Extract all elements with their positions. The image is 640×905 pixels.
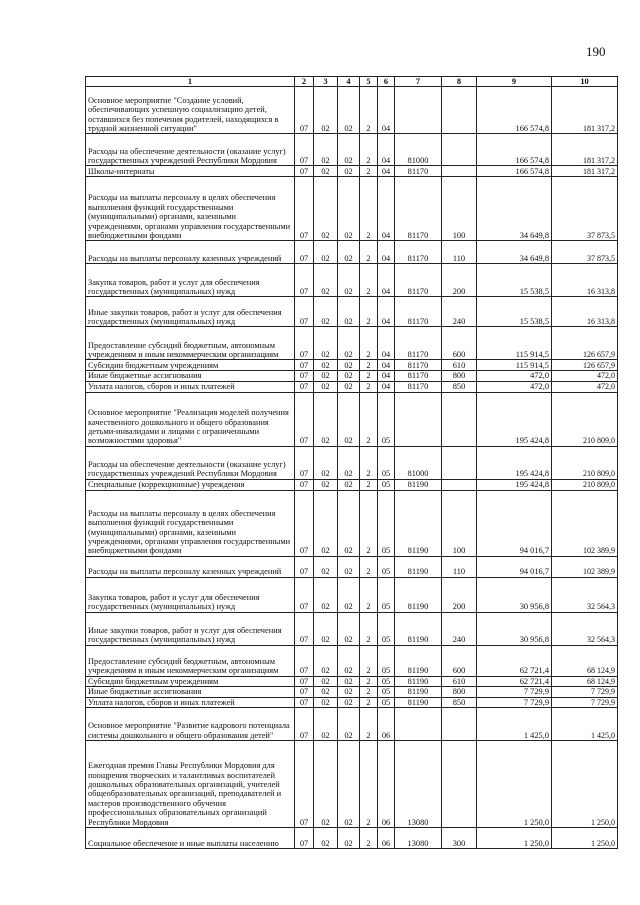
row-name-cell: Иные бюджетные ассигнования <box>86 687 295 697</box>
section-cell: 07 <box>295 490 314 556</box>
activity-cell: 05 <box>378 392 395 446</box>
header-col-9: 9 <box>477 77 552 87</box>
activity-cell: 04 <box>378 371 395 381</box>
section-cell: 07 <box>295 697 314 707</box>
subprogram-cell: 2 <box>360 327 378 360</box>
amount-year2-cell: 210 809,0 <box>552 392 618 446</box>
row-name-cell: Иные закупки товаров, работ и услуг для обеспечения государственных (муниципальных) нужд <box>86 612 295 645</box>
direction-cell <box>395 708 442 741</box>
activity-cell: 05 <box>378 697 395 707</box>
subsection-cell: 02 <box>314 166 338 177</box>
subprogram-cell: 2 <box>360 490 378 556</box>
expense-type-cell <box>442 166 477 177</box>
activity-cell: 04 <box>378 297 395 327</box>
section-cell: 07 <box>295 446 314 479</box>
expense-type-cell <box>442 134 477 166</box>
amount-year2-cell: 1 250,0 <box>552 741 618 828</box>
activity-cell: 05 <box>378 676 395 686</box>
header-col-6: 6 <box>378 77 395 87</box>
program-cell: 02 <box>338 166 360 177</box>
expense-type-cell: 610 <box>442 676 477 686</box>
direction-cell: 81170 <box>395 360 442 371</box>
table-row <box>86 645 618 676</box>
amount-year2-cell: 1 425,0 <box>552 708 618 741</box>
header-col-1: 1 <box>86 77 295 87</box>
expense-type-cell <box>442 87 477 134</box>
direction-cell <box>395 87 442 134</box>
program-cell: 02 <box>338 741 360 828</box>
program-cell: 02 <box>338 645 360 676</box>
row-name-cell: Основное мероприятие "Реализация моделей получения качественного дошкольного и общего образования детьми-инвалидами и лицами с ограниченными возможностями здоровья" <box>86 392 295 446</box>
amount-year1-cell: 62 721,4 <box>477 676 552 686</box>
table-row <box>86 556 618 577</box>
subsection-cell: 02 <box>314 134 338 166</box>
table-row <box>86 828 618 849</box>
subprogram-cell: 2 <box>360 556 378 577</box>
expense-type-cell: 200 <box>442 577 477 612</box>
table-row <box>86 490 618 556</box>
subsection-cell: 02 <box>314 697 338 707</box>
subprogram-cell: 2 <box>360 264 378 297</box>
activity-cell: 05 <box>378 612 395 645</box>
amount-year2-cell: 126 657,9 <box>552 327 618 360</box>
direction-cell: 13080 <box>395 828 442 849</box>
row-name-cell: Основное мероприятие "Развитие кадрового потенциала системы дошкольного и общего образования детей" <box>86 708 295 741</box>
direction-cell: 81190 <box>395 577 442 612</box>
table-row <box>86 166 618 177</box>
subsection-cell: 02 <box>314 556 338 577</box>
section-cell: 07 <box>295 177 314 241</box>
program-cell: 02 <box>338 134 360 166</box>
amount-year1-cell: 15 538,5 <box>477 297 552 327</box>
amount-year2-cell: 472,0 <box>552 371 618 381</box>
expense-type-cell <box>442 741 477 828</box>
row-name-cell: Уплата налогов, сборов и иных платежей <box>86 697 295 707</box>
subsection-cell: 02 <box>314 479 338 490</box>
section-cell: 07 <box>295 134 314 166</box>
table-body <box>86 87 618 849</box>
budget-table <box>85 76 618 849</box>
program-cell: 02 <box>338 490 360 556</box>
table-row <box>86 381 618 392</box>
amount-year2-cell: 32 564,3 <box>552 612 618 645</box>
expense-type-cell: 850 <box>442 697 477 707</box>
table-row <box>86 264 618 297</box>
activity-cell: 05 <box>378 556 395 577</box>
program-cell: 02 <box>338 479 360 490</box>
section-cell: 07 <box>295 828 314 849</box>
amount-year2-cell: 7 729,9 <box>552 687 618 697</box>
row-name-cell: Уплата налогов, сборов и иных платежей <box>86 381 295 392</box>
activity-cell: 06 <box>378 828 395 849</box>
subsection-cell: 02 <box>314 612 338 645</box>
table-row <box>86 697 618 707</box>
activity-cell: 04 <box>378 166 395 177</box>
subsection-cell: 02 <box>314 741 338 828</box>
subprogram-cell: 2 <box>360 134 378 166</box>
subsection-cell: 02 <box>314 490 338 556</box>
subsection-cell: 02 <box>314 708 338 741</box>
expense-type-cell: 300 <box>442 828 477 849</box>
row-name-cell: Предоставление субсидий бюджетным, автономным учреждениям и иным некоммерческим организациям <box>86 327 295 360</box>
amount-year2-cell: 181 317,2 <box>552 87 618 134</box>
subprogram-cell: 2 <box>360 741 378 828</box>
table-row <box>86 479 618 490</box>
amount-year2-cell: 16 313,8 <box>552 297 618 327</box>
amount-year1-cell: 30 956,8 <box>477 612 552 645</box>
subprogram-cell: 2 <box>360 297 378 327</box>
row-name-cell: Основное мероприятие "Создание условий, обеспечивающих успешную социализацию детей, оставшихся без попечения родителей, находящихся в трудной жизненной ситуации" <box>86 87 295 134</box>
direction-cell: 81170 <box>395 297 442 327</box>
amount-year2-cell: 1 250,0 <box>552 828 618 849</box>
amount-year1-cell: 15 538,5 <box>477 264 552 297</box>
expense-type-cell: 600 <box>442 327 477 360</box>
section-cell: 07 <box>295 264 314 297</box>
amount-year1-cell: 472,0 <box>477 371 552 381</box>
row-name-cell: Расходы на обеспечение деятельности (оказание услуг) государственных учреждений Республики Мордовия <box>86 134 295 166</box>
program-cell: 02 <box>338 297 360 327</box>
program-cell: 02 <box>338 556 360 577</box>
activity-cell: 04 <box>378 264 395 297</box>
amount-year1-cell: 115 914,5 <box>477 327 552 360</box>
direction-cell: 81190 <box>395 645 442 676</box>
amount-year1-cell: 34 649,8 <box>477 177 552 241</box>
section-cell: 07 <box>295 327 314 360</box>
table-row <box>86 612 618 645</box>
subprogram-cell: 2 <box>360 687 378 697</box>
subsection-cell: 02 <box>314 297 338 327</box>
activity-cell: 04 <box>378 177 395 241</box>
direction-cell: 81190 <box>395 556 442 577</box>
section-cell: 07 <box>295 741 314 828</box>
row-name-cell: Предоставление субсидий бюджетным, автономным учреждениям и иным некоммерческим организациям <box>86 645 295 676</box>
row-name-cell: Расходы на выплаты персоналу в целях обеспечения выполнения функций государственными (муниципальными) органами, казенными учреждениями, органами управления государственными внебюджетными фондами <box>86 490 295 556</box>
activity-cell: 04 <box>378 327 395 360</box>
header-row <box>86 77 618 87</box>
row-name-cell: Субсидии бюджетным учреждениям <box>86 360 295 371</box>
header-col-7: 7 <box>395 77 442 87</box>
table-row <box>86 87 618 134</box>
expense-type-cell: 240 <box>442 612 477 645</box>
activity-cell: 04 <box>378 241 395 264</box>
amount-year1-cell: 1 250,0 <box>477 828 552 849</box>
subsection-cell: 02 <box>314 241 338 264</box>
activity-cell: 05 <box>378 479 395 490</box>
amount-year2-cell: 32 564,3 <box>552 577 618 612</box>
section-cell: 07 <box>295 687 314 697</box>
activity-cell: 04 <box>378 381 395 392</box>
row-name-cell: Специальные (коррекционные) учреждения <box>86 479 295 490</box>
table-header <box>86 77 618 87</box>
section-cell: 07 <box>295 556 314 577</box>
amount-year1-cell: 115 914,5 <box>477 360 552 371</box>
section-cell: 07 <box>295 612 314 645</box>
subprogram-cell: 2 <box>360 612 378 645</box>
amount-year1-cell: 7 729,9 <box>477 687 552 697</box>
amount-year2-cell: 68 124,9 <box>552 676 618 686</box>
section-cell: 07 <box>295 297 314 327</box>
direction-cell: 81190 <box>395 479 442 490</box>
amount-year2-cell: 210 809,0 <box>552 446 618 479</box>
direction-cell: 81170 <box>395 327 442 360</box>
program-cell: 02 <box>338 577 360 612</box>
subsection-cell: 02 <box>314 577 338 612</box>
table-row <box>86 446 618 479</box>
section-cell: 07 <box>295 392 314 446</box>
activity-cell: 04 <box>378 134 395 166</box>
program-cell: 02 <box>338 241 360 264</box>
table-row <box>86 577 618 612</box>
direction-cell: 81170 <box>395 371 442 381</box>
header-col-2: 2 <box>295 77 314 87</box>
direction-cell: 81190 <box>395 612 442 645</box>
section-cell: 07 <box>295 381 314 392</box>
expense-type-cell <box>442 446 477 479</box>
table-row <box>86 327 618 360</box>
program-cell: 02 <box>338 381 360 392</box>
expense-type-cell: 240 <box>442 297 477 327</box>
program-cell: 02 <box>338 327 360 360</box>
activity-cell: 04 <box>378 87 395 134</box>
amount-year2-cell: 181 317,2 <box>552 166 618 177</box>
program-cell: 02 <box>338 697 360 707</box>
subprogram-cell: 2 <box>360 381 378 392</box>
direction-cell: 81190 <box>395 490 442 556</box>
amount-year2-cell: 7 729,9 <box>552 697 618 707</box>
table-row <box>86 177 618 241</box>
section-cell: 07 <box>295 676 314 686</box>
expense-type-cell: 800 <box>442 371 477 381</box>
table-row <box>86 297 618 327</box>
section-cell: 07 <box>295 577 314 612</box>
section-cell: 07 <box>295 360 314 371</box>
subsection-cell: 02 <box>314 446 338 479</box>
activity-cell: 05 <box>378 577 395 612</box>
direction-cell: 81170 <box>395 264 442 297</box>
table-row <box>86 392 618 446</box>
subprogram-cell: 2 <box>360 446 378 479</box>
row-name-cell: Закупка товаров, работ и услуг для обеспечения государственных (муниципальных) нужд <box>86 577 295 612</box>
header-col-8: 8 <box>442 77 477 87</box>
table-row <box>86 687 618 697</box>
direction-cell: 81190 <box>395 697 442 707</box>
amount-year2-cell: 181 317,2 <box>552 134 618 166</box>
subsection-cell: 02 <box>314 264 338 297</box>
header-col-3: 3 <box>314 77 338 87</box>
subsection-cell: 02 <box>314 828 338 849</box>
amount-year2-cell: 102 389,9 <box>552 556 618 577</box>
activity-cell: 04 <box>378 360 395 371</box>
subprogram-cell: 2 <box>360 645 378 676</box>
activity-cell: 05 <box>378 446 395 479</box>
amount-year2-cell: 210 809,0 <box>552 479 618 490</box>
section-cell: 07 <box>295 166 314 177</box>
amount-year2-cell: 126 657,9 <box>552 360 618 371</box>
amount-year2-cell: 472,0 <box>552 381 618 392</box>
subprogram-cell: 2 <box>360 697 378 707</box>
program-cell: 02 <box>338 177 360 241</box>
row-name-cell: Ежегодная премия Главы Республики Мордовия для поощрения творческих и талантливых воспитателей дошкольных образовательных организаций, учителей общеобразовательных организаций, преподавателей и мастеров производственного обучения профессиональных образовательных организаций Республики Мордовия <box>86 741 295 828</box>
subprogram-cell: 2 <box>360 676 378 686</box>
row-name-cell: Социальное обеспечение и иные выплаты населению <box>86 828 295 849</box>
subsection-cell: 02 <box>314 381 338 392</box>
subsection-cell: 02 <box>314 177 338 241</box>
row-name-cell: Закупка товаров, работ и услуг для обеспечения государственных (муниципальных) нужд <box>86 264 295 297</box>
amount-year2-cell: 37 873,5 <box>552 241 618 264</box>
subprogram-cell: 2 <box>360 479 378 490</box>
expense-type-cell: 110 <box>442 556 477 577</box>
row-name-cell: Иные закупки товаров, работ и услуг для обеспечения государственных (муниципальных) нужд <box>86 297 295 327</box>
row-name-cell: Расходы на выплаты персоналу казенных учреждений <box>86 241 295 264</box>
amount-year2-cell: 16 313,8 <box>552 264 618 297</box>
section-cell: 07 <box>295 708 314 741</box>
amount-year2-cell: 37 873,5 <box>552 177 618 241</box>
amount-year1-cell: 34 649,8 <box>477 241 552 264</box>
program-cell: 02 <box>338 360 360 371</box>
amount-year1-cell: 7 729,9 <box>477 697 552 707</box>
row-name-cell: Расходы на обеспечение деятельности (оказание услуг) государственных учреждений Республики Мордовия <box>86 446 295 479</box>
direction-cell: 81170 <box>395 241 442 264</box>
amount-year1-cell: 166 574,8 <box>477 87 552 134</box>
subprogram-cell: 2 <box>360 577 378 612</box>
section-cell: 07 <box>295 645 314 676</box>
subsection-cell: 02 <box>314 327 338 360</box>
table-row <box>86 371 618 381</box>
amount-year1-cell: 94 016,7 <box>477 556 552 577</box>
program-cell: 02 <box>338 828 360 849</box>
direction-cell: 81170 <box>395 166 442 177</box>
expense-type-cell: 100 <box>442 177 477 241</box>
amount-year2-cell: 102 389,9 <box>552 490 618 556</box>
subsection-cell: 02 <box>314 645 338 676</box>
activity-cell: 05 <box>378 645 395 676</box>
program-cell: 02 <box>338 264 360 297</box>
program-cell: 02 <box>338 87 360 134</box>
section-cell: 07 <box>295 479 314 490</box>
expense-type-cell: 800 <box>442 687 477 697</box>
program-cell: 02 <box>338 446 360 479</box>
table-row <box>86 134 618 166</box>
expense-type-cell: 610 <box>442 360 477 371</box>
header-col-10: 10 <box>552 77 618 87</box>
activity-cell: 05 <box>378 687 395 697</box>
amount-year1-cell: 166 574,8 <box>477 166 552 177</box>
expense-type-cell: 100 <box>442 490 477 556</box>
section-cell: 07 <box>295 371 314 381</box>
amount-year1-cell: 1 250,0 <box>477 741 552 828</box>
subprogram-cell: 2 <box>360 177 378 241</box>
expense-type-cell <box>442 479 477 490</box>
section-cell: 07 <box>295 87 314 134</box>
direction-cell: 81000 <box>395 134 442 166</box>
expense-type-cell: 850 <box>442 381 477 392</box>
expense-type-cell: 600 <box>442 645 477 676</box>
activity-cell: 06 <box>378 741 395 828</box>
amount-year1-cell: 30 956,8 <box>477 577 552 612</box>
section-cell: 07 <box>295 241 314 264</box>
subsection-cell: 02 <box>314 87 338 134</box>
program-cell: 02 <box>338 687 360 697</box>
program-cell: 02 <box>338 676 360 686</box>
table-row <box>86 741 618 828</box>
amount-year2-cell: 68 124,9 <box>552 645 618 676</box>
activity-cell: 06 <box>378 708 395 741</box>
amount-year1-cell: 94 016,7 <box>477 490 552 556</box>
amount-year1-cell: 62 721,4 <box>477 645 552 676</box>
subprogram-cell: 2 <box>360 371 378 381</box>
expense-type-cell: 110 <box>442 241 477 264</box>
amount-year1-cell: 472,0 <box>477 381 552 392</box>
direction-cell: 13080 <box>395 741 442 828</box>
direction-cell: 81000 <box>395 446 442 479</box>
amount-year1-cell: 1 425,0 <box>477 708 552 741</box>
subprogram-cell: 2 <box>360 87 378 134</box>
table-row <box>86 360 618 371</box>
row-name-cell: Иные бюджетные ассигнования <box>86 371 295 381</box>
program-cell: 02 <box>338 371 360 381</box>
subprogram-cell: 2 <box>360 708 378 741</box>
table-row <box>86 241 618 264</box>
activity-cell: 05 <box>378 490 395 556</box>
direction-cell <box>395 392 442 446</box>
direction-cell: 81190 <box>395 676 442 686</box>
subprogram-cell: 2 <box>360 392 378 446</box>
amount-year1-cell: 195 424,8 <box>477 446 552 479</box>
row-name-cell: Расходы на выплаты персоналу казенных учреждений <box>86 556 295 577</box>
amount-year1-cell: 166 574,8 <box>477 134 552 166</box>
subsection-cell: 02 <box>314 360 338 371</box>
subsection-cell: 02 <box>314 687 338 697</box>
table-row <box>86 676 618 686</box>
subprogram-cell: 2 <box>360 360 378 371</box>
row-name-cell: Субсидии бюджетным учреждениям <box>86 676 295 686</box>
table-row <box>86 708 618 741</box>
amount-year1-cell: 195 424,8 <box>477 479 552 490</box>
program-cell: 02 <box>338 708 360 741</box>
subprogram-cell: 2 <box>360 828 378 849</box>
subsection-cell: 02 <box>314 371 338 381</box>
program-cell: 02 <box>338 392 360 446</box>
direction-cell: 81170 <box>395 381 442 392</box>
expense-type-cell: 200 <box>442 264 477 297</box>
subsection-cell: 02 <box>314 392 338 446</box>
subprogram-cell: 2 <box>360 166 378 177</box>
expense-type-cell <box>442 708 477 741</box>
expense-type-cell <box>442 392 477 446</box>
header-col-5: 5 <box>360 77 378 87</box>
subsection-cell: 02 <box>314 676 338 686</box>
amount-year1-cell: 195 424,8 <box>477 392 552 446</box>
direction-cell: 81170 <box>395 177 442 241</box>
row-name-cell: Расходы на выплаты персоналу в целях обеспечения выполнения функций государственными (муниципальными) органами, казенными учреждениями, органами управления государственными внебюджетными фондами <box>86 177 295 241</box>
row-name-cell: Школы-интернаты <box>86 166 295 177</box>
page-number: 190 <box>586 44 606 59</box>
header-col-4: 4 <box>338 77 360 87</box>
program-cell: 02 <box>338 612 360 645</box>
direction-cell: 81190 <box>395 687 442 697</box>
subprogram-cell: 2 <box>360 241 378 264</box>
